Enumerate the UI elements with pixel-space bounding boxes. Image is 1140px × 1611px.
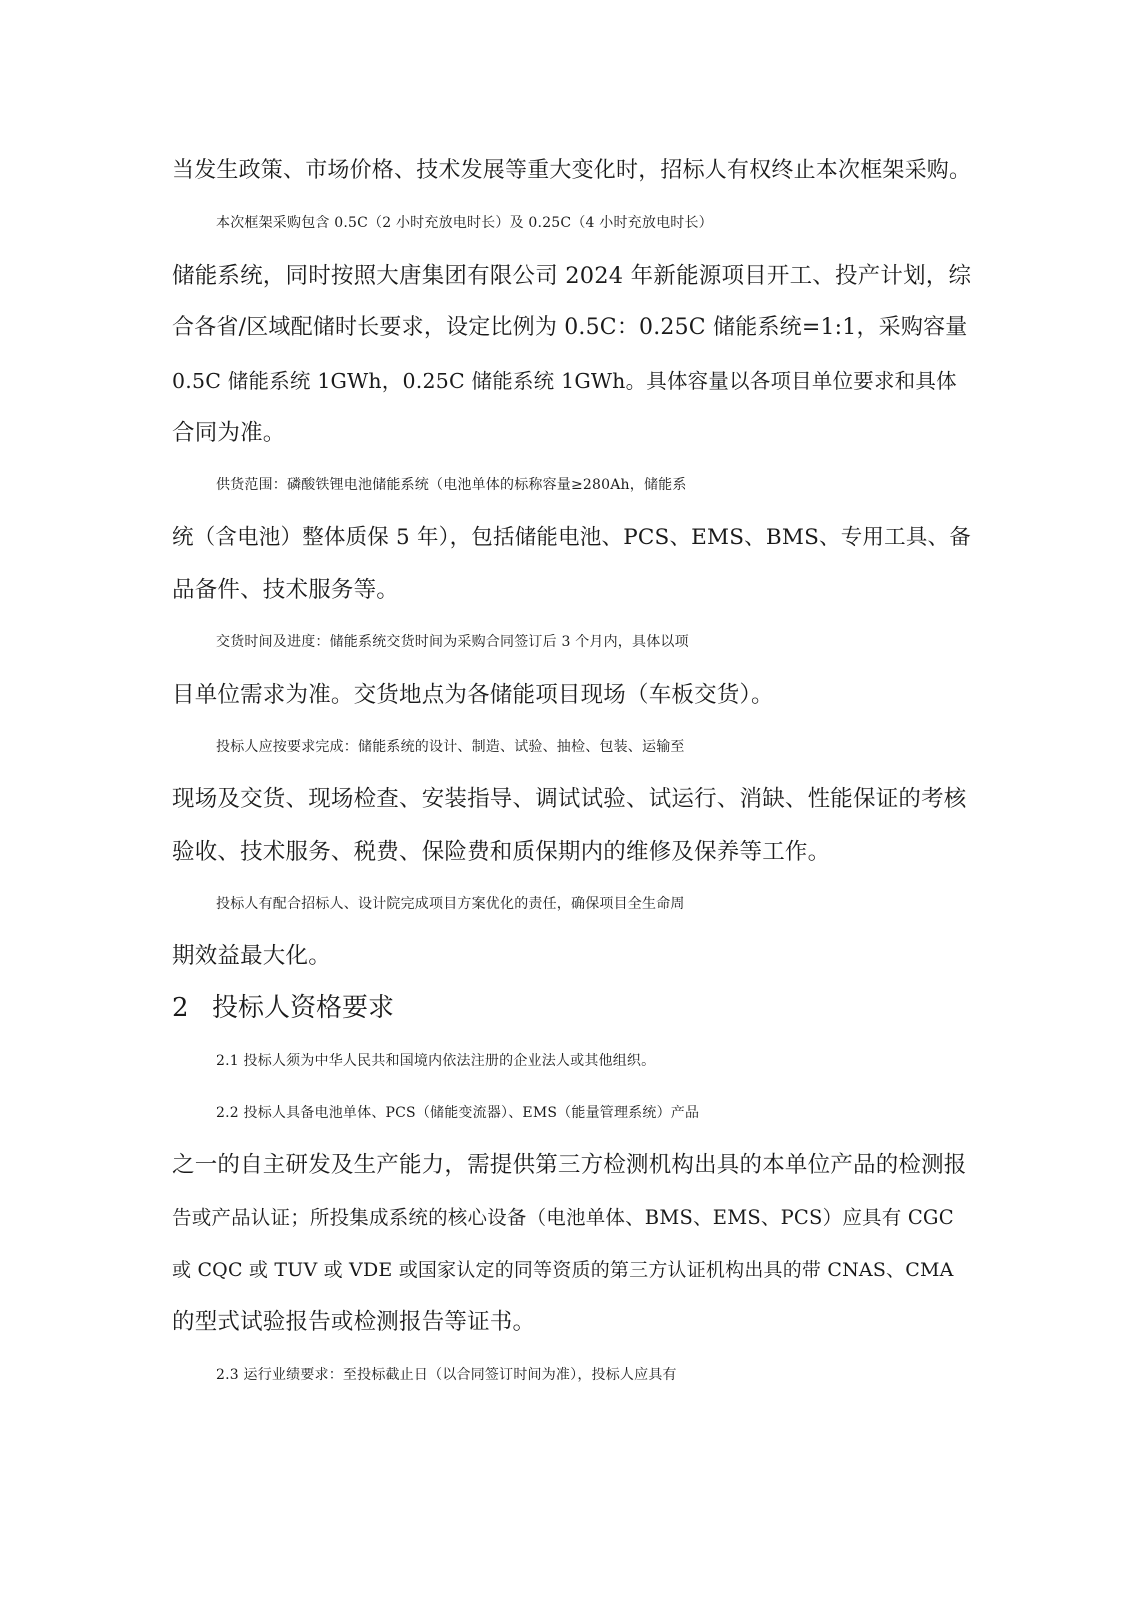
- paragraph-line: 本次框架采购包含 0.5C（2 小时充放电时长）及 0.25C（4 小时充放电时长）: [216, 215, 713, 231]
- paragraph-line: 目单位需求为准。交货地点为各储能项目现场（车板交货）。: [172, 682, 774, 708]
- paragraph-line: 品备件、技术服务等。: [172, 577, 400, 603]
- paragraph-line: 0.5C 储能系统 1GWh，0.25C 储能系统 1GWh。具体容量以各项目单位要求和具体: [172, 369, 957, 393]
- paragraph-line: 2.1 投标人须为中华人民共和国境内依法注册的企业法人或其他组织。: [216, 1053, 656, 1069]
- paragraph-line: 现场及交货、现场检查、安装指导、调试试验、试运行、消缺、性能保证的考核: [172, 786, 967, 812]
- paragraph-line: 统（含电池）整体质保 5 年），包括储能电池、PCS、EMS、BMS、专用工具、备: [172, 525, 971, 550]
- section-heading: [172, 992, 394, 1024]
- paragraph-line: 交货时间及进度：储能系统交货时间为采购合同签订后 3 个月内，具体以项: [216, 634, 689, 650]
- paragraph-line: 告或产品认证；所投集成系统的核心设备（电池单体、BMS、EMS、PCS）应具有 CGC: [172, 1206, 954, 1229]
- paragraph-line: 2.2 投标人具备电池单体、PCS（储能变流器）、EMS（能量管理系统）产品: [216, 1105, 700, 1121]
- paragraph-line: 当发生政策、市场价格、技术发展等重大变化时，招标人有权终止本次框架采购。: [172, 158, 972, 183]
- paragraph-line: 之一的自主研发及生产能力，需提供第三方检测机构出具的本单位产品的检测报: [172, 1152, 967, 1178]
- paragraph-line: 合各省/区域配储时长要求，设定比例为 0.5C：0.25C 储能系统=1:1，采购容量: [172, 315, 968, 340]
- paragraph-line: 合同为准。: [172, 420, 286, 446]
- section-title: 投标人资格要求: [212, 993, 395, 1023]
- paragraph-line: 验收、技术服务、税费、保险费和质保期内的维修及保养等工作。: [172, 839, 831, 865]
- paragraph-line: 或 CQC 或 TUV 或 VDE 或国家认定的同等资质的第三方认证机构出具的带 CNAS、CMA: [172, 1259, 954, 1281]
- paragraph-line: 供货范围：磷酸铁锂电池储能系统（电池单体的标称容量≥280Ah，储能系: [216, 477, 687, 493]
- paragraph-line: 投标人有配合招标人、设计院完成项目方案优化的责任，确保项目全生命周: [216, 896, 685, 912]
- paragraph-line: 投标人应按要求完成：储能系统的设计、制造、试验、抽检、包装、运输至: [216, 739, 685, 755]
- paragraph-line: 2.3 运行业绩要求：至投标截止日（以合同签订时间为准），投标人应具有: [216, 1367, 677, 1383]
- section-number: 2: [172, 993, 189, 1023]
- paragraph-line: 储能系统，同时按照大唐集团有限公司 2024 年新能源项目开工、投产计划，综: [172, 263, 972, 289]
- paragraph-line: 期效益最大化。: [172, 943, 331, 969]
- paragraph-line: 的型式试验报告或检测报告等证书。: [172, 1309, 536, 1335]
